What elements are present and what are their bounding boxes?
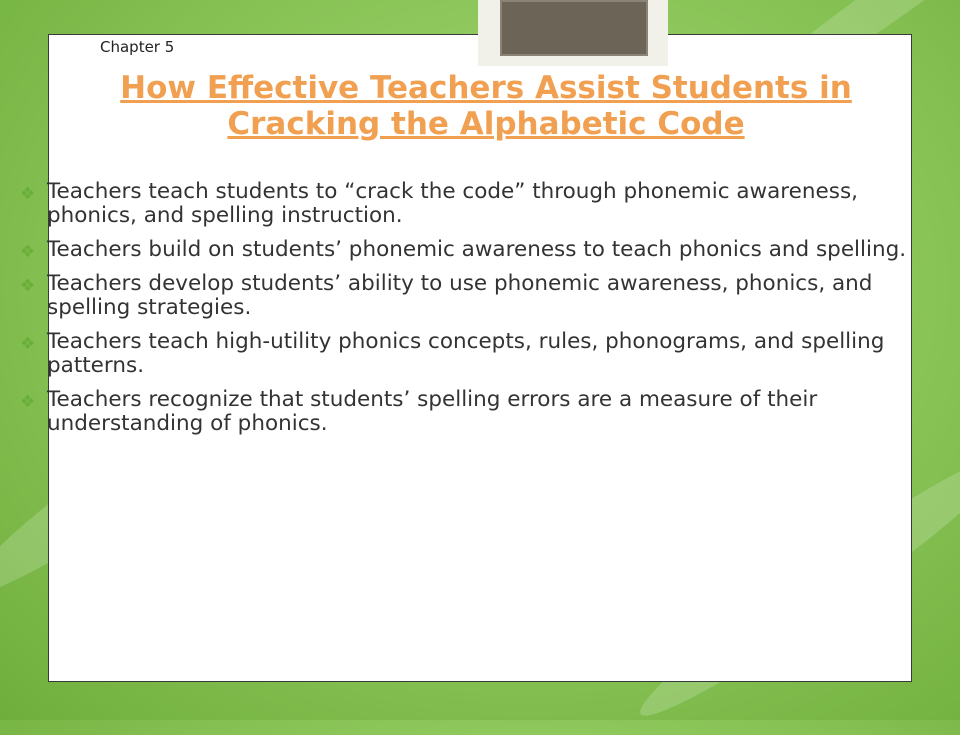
- square-diamond-bullet-icon: ❖: [20, 276, 36, 296]
- bullet-item: [20, 330, 920, 378]
- square-diamond-bullet-icon: ❖: [20, 184, 36, 204]
- chapter-label: Chapter 5: [100, 38, 175, 56]
- bullet-list: [20, 180, 920, 446]
- square-diamond-bullet-icon: ❖: [20, 242, 36, 262]
- bullet-text: Teachers develop students’ ability to use phonemic awareness, phonics, and spelling strategies.: [47, 271, 873, 320]
- slide-title[interactable]: How Effective Teachers Assist Students in Cracking the Alphabetic Code: [120, 70, 852, 142]
- bullet-item: [20, 238, 920, 262]
- bullet-text: Teachers recognize that students’ spelling errors are a measure of their understanding of phonics.: [47, 387, 818, 436]
- decorative-tab-panel: [500, 0, 648, 56]
- bullet-item: [20, 388, 920, 436]
- bullet-item: [20, 272, 920, 320]
- square-diamond-bullet-icon: ❖: [20, 392, 36, 412]
- decorative-tab: [478, 0, 668, 66]
- bullet-text: Teachers teach high-utility phonics concepts, rules, phonograms, and spelling patterns.: [47, 329, 885, 378]
- bullet-text: Teachers teach students to “crack the code” through phonemic awareness, phonics, and spelling instruction.: [47, 179, 858, 228]
- bullet-item: [20, 180, 920, 228]
- square-diamond-bullet-icon: ❖: [20, 334, 36, 354]
- bullet-text: Teachers build on students’ phonemic awareness to teach phonics and spelling.: [47, 237, 907, 262]
